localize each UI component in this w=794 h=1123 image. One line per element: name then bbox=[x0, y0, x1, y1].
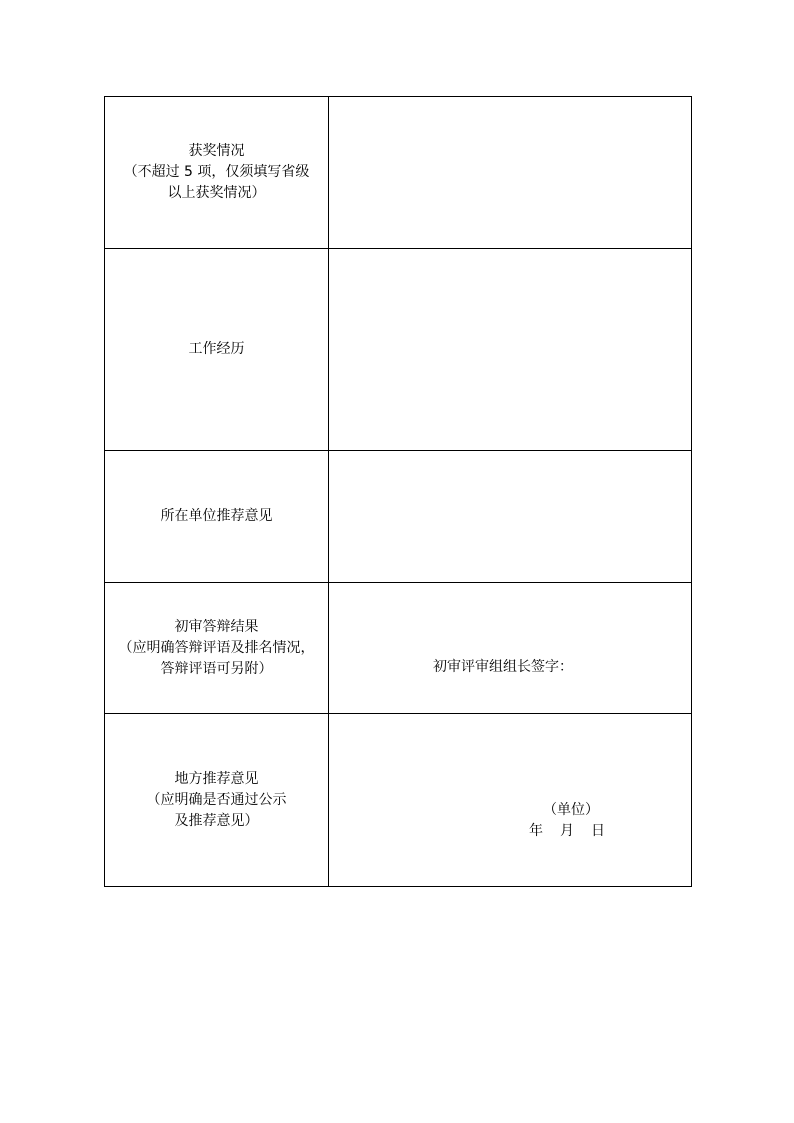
unit-recommendation-label-cell bbox=[105, 451, 329, 583]
work-history-input-cell[interactable] bbox=[329, 249, 692, 451]
local-recommendation-label-title: 地方推荐意见 bbox=[174, 770, 259, 787]
unit-recommendation-label: 所在单位推荐意见 bbox=[160, 508, 273, 524]
work-history-row bbox=[105, 249, 692, 451]
awards-label-note-line1: （不超过 5 项，仅须填写省级 bbox=[123, 164, 310, 180]
unit-recommendation-input-cell[interactable] bbox=[329, 451, 692, 583]
initial-review-label-note-line1: （应明确答辩评语及排名情况， bbox=[118, 639, 315, 656]
local-recommendation-row bbox=[105, 714, 692, 887]
awards-row bbox=[105, 97, 692, 249]
application-form-table bbox=[104, 96, 692, 887]
date-line bbox=[529, 821, 605, 842]
local-recommendation-label-cell bbox=[105, 714, 329, 887]
review-leader-signature-label: 初审评审组组长签字： bbox=[433, 659, 573, 675]
work-history-label-cell bbox=[105, 249, 329, 451]
initial-review-label-title: 初审答辩结果 bbox=[174, 618, 259, 635]
local-recommendation-label-note-line2: 及推荐意见） bbox=[174, 812, 259, 829]
date-day-label: 日 bbox=[591, 823, 605, 839]
work-history-label: 工作经历 bbox=[188, 341, 245, 357]
stamp-date-block bbox=[529, 800, 605, 842]
awards-label-note-line2: 以上获奖情况） bbox=[167, 185, 266, 201]
unit-stamp-label: （单位） bbox=[543, 802, 599, 818]
date-month-label: 月 bbox=[560, 823, 574, 839]
unit-recommendation-row bbox=[105, 451, 692, 583]
initial-review-label-cell bbox=[105, 583, 329, 714]
initial-review-input-cell[interactable] bbox=[329, 583, 692, 714]
local-recommendation-input-cell[interactable] bbox=[329, 714, 692, 887]
awards-input-cell[interactable] bbox=[329, 97, 692, 249]
initial-review-label-note-line2: 答辩评语可另附） bbox=[160, 660, 273, 677]
date-year-label: 年 bbox=[529, 823, 543, 839]
awards-label-title: 获奖情况 bbox=[188, 143, 245, 159]
initial-review-row bbox=[105, 583, 692, 714]
local-recommendation-label-note-line1: （应明确是否通过公示 bbox=[146, 791, 287, 808]
awards-label-cell bbox=[105, 97, 329, 249]
